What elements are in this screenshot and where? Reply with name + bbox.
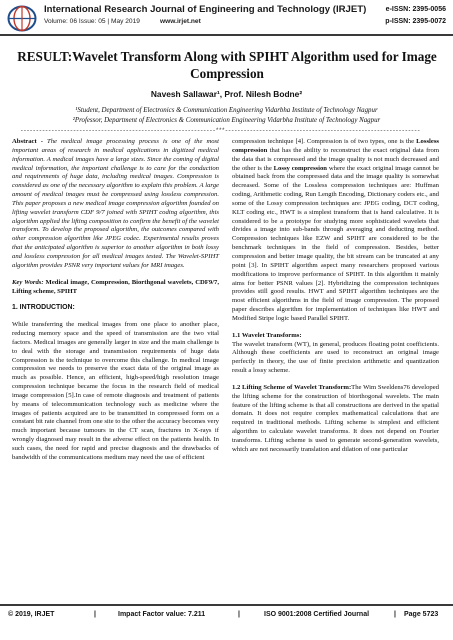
abstract-label: Abstract -	[12, 138, 43, 145]
journal-name: International Research Journal of Engineering and Technology (IRJET)	[44, 4, 367, 15]
subsection-heading-wavelet-transforms: 1.1 Wavelet Transforms:	[232, 331, 302, 339]
paper-authors: Navesh Sallawar¹, Prof. Nilesh Bodne²	[150, 89, 303, 99]
footer-copyright: © 2019, IRJET	[8, 611, 55, 618]
footer-page-number: Page 5723	[404, 611, 439, 618]
paragraph-text-1: compression technique [4]. Compression is of two types, one is the	[232, 138, 417, 145]
affiliation-2: ²Professor, Department of Electronics & Communication Engineering Vidarbha Institute of Technology Nagpur	[72, 117, 381, 124]
keywords	[12, 279, 219, 297]
footer-divider: |	[238, 611, 240, 618]
compression-types-paragraph	[232, 138, 439, 324]
lifting-scheme-paragraph	[232, 384, 439, 455]
paper-title: RESULT:Wavelet Transform Along with SPIHT Algorithm used for Image Compression	[17, 49, 437, 81]
term-lossless: Lossless compression	[232, 138, 439, 154]
right-column	[232, 138, 439, 463]
keywords-label: Key Words:	[12, 278, 44, 286]
section-heading-introduction: 1. INTRODUCTION:	[12, 304, 75, 312]
footer-divider: |	[394, 611, 396, 618]
journal-meta	[44, 18, 201, 25]
introduction-text: While transferring the medical images from one place to another place, reducing memory space and the speed of transmission are the two vital factors. Medical images are generally larger in size and the main challenge is to deal with the storage and transmission requirements of huge data Compression is the technique to overcome this challenge. In medical image compression we needs to preserve the exact data of the original image as much as possible. Hence, an efficient, high-speed/high resolution image compression technique became the focus in the research field of medical image compression [5].In case of remote diagnosis and treatment of patients by means of telecommunication technology such as medicine where the images of patients acquired are to be transmitted in compressed form on a constant bit rate channel from one site to the other the accuracy becomes very much important because tumours in the CT scan, fractures in X-rays if wrongly diagnosed may result in the adverse effect on the patients health. In such cases, the need for rapid and precise diagnosis and the drawbacks of bandwidth of the communications medium may need the use of efficient	[12, 321, 219, 461]
subsection-heading-lifting-scheme: 1.2 Lifting Scheme of Wavelet Transform:	[232, 383, 352, 391]
irjet-logo-icon	[7, 5, 37, 32]
lifting-scheme-text: The Wim Sweldens76 developed the lifting scheme for the construction of biorthogonal wavelets. The main feature of the lifting scheme is that all constructions are derived in the spatial domain. It does not require complex mathematical calculations that are required in traditional methods. Lifting scheme is simplest and efficient algorithm to calculate wavelet transforms. It does not depend on Fourier transforms. Lifting scheme is used to generate second-generation wavelets, which are not necessarily translation and dilation of one particular	[232, 383, 439, 453]
volume-issue: Volume: 06 Issue: 05 | May 2019	[44, 18, 140, 25]
footer-iso: ISO 9001:2008 Certified Journal	[264, 611, 370, 618]
journal-url[interactable]: www.irjet.net	[160, 18, 201, 25]
keywords-text: Medical image, Compression, Biorthgonal wavelets, CDF9/7, Lifting scheme, SPIHT	[12, 278, 219, 295]
header-rule	[0, 34, 453, 36]
p-issn: p-ISSN: 2395-0072	[385, 18, 446, 25]
affiliation-1: ¹Student, Department of Electronics & Communication Engineering Vidarbha Institute of Technology Nagpur	[75, 107, 378, 114]
footer-rule	[0, 604, 453, 606]
term-lossy: Lossy compression	[273, 164, 327, 172]
abstract-text: The medical image processing process is one of the most important areas of research in medical applications in digitized medical information. A medical images have a large sizes. Since the coming of digital medical information, the important challenge is to care for the conduction and requirements of huge data, including medical images. Compression is considered as one of the necessary algorithm to explain this problem. A large amount of medical images must be compressed using lossless compression. This paper proposes a new medical image compression algorithm founded on lifting wavelet transform CDF 9/7 joined with SPIHT coding algorithm, this algorithm applied the lifting composition to confirm the benefit of the wavelet transform. To develop the proposed algorithm, the outcomes compared with other compression algorithm like JPEG codec. Experimental results proves that the anticipated algorithm is superior to another algorithm in both lossy and lossless compression for all medical images tested. The Wavelet-SPIHT algorithm provides PSNR very important values for MRI images.	[12, 138, 219, 269]
left-column	[12, 138, 219, 471]
footer-impact-factor: Impact Factor value: 7.211	[118, 611, 206, 618]
footer-divider: |	[94, 611, 96, 618]
section-separator: ---------------------------------------------------------------***---------------------------------------------------------------	[20, 127, 420, 134]
paragraph-text-2: that has the ability to reconstruct the exact original data from the data that is compressed and the image quality is not much decreased and the other is the	[232, 146, 439, 172]
journal-header	[0, 0, 453, 38]
e-issn: e-ISSN: 2395-0056	[385, 6, 446, 13]
wavelet-transforms-text: The wavelet transform (WT), in general, produces floating point coefficients. Although these coefficients are used to reconstruct an original image perfectly in theory, the use of finite precision arithmetic and quantization result a lossy scheme.	[232, 340, 439, 375]
paragraph-text-3: where the exact original image cannot be obtained back from the compressed data and the image quality is somewhat decreased. Some of the Lossless compression techniques are: Huffman coding, Arithmetic coding, Run Length Encoding, Dictionary coders etc., and some of the Lossy compression techniques are: JPEG coding, DCT coding, KLT coding etc., HWT is a simplest transform that is hand calculative. It is considered to be a prototype for studying more sophisticated wavelets that divides a image into sub-bands through averaging and deducting method. Compression techniques like EZW and SPIHT are considered to be the benchmark techniques in the field of compression. Besides, better compression and better image quality, the bit stream can be truncated at any point [3]. In SPIHT algorithm aspect many researchers proposed various modifications to improve performance of SPIHT. In this algorithm it mainly aims for better PSNR values [2]. Hybridizing the compression techniques provides still good results. HWT and SPIHT algorithm techniques are the most efficient algorithms in the field of image compression. The proposed paper describes algorithm for implementation of techniques like HWT and Modified Stripe logic based Parallel SPIHT.	[232, 164, 439, 322]
abstract	[12, 138, 219, 271]
